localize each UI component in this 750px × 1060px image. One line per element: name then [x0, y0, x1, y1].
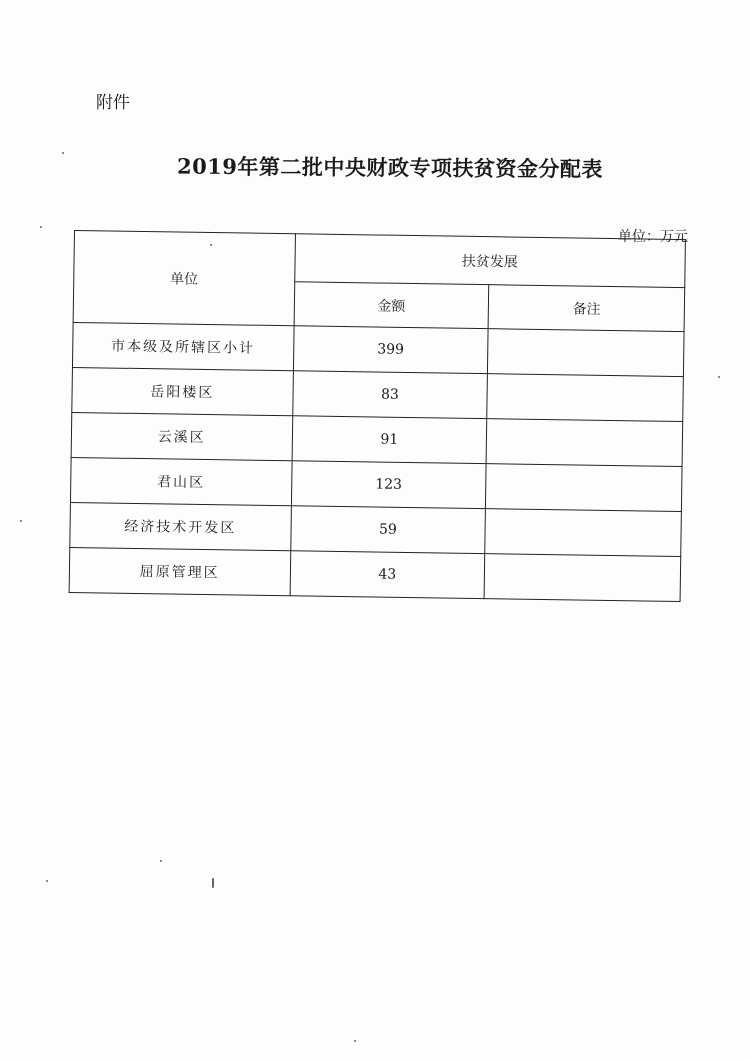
scan-speck: [160, 860, 162, 862]
document-title: 2019年第二批中央财政专项扶贫资金分配表: [176, 153, 604, 182]
row-amount: 123: [291, 461, 486, 509]
row-amount: 43: [290, 551, 485, 599]
row-amount: 399: [293, 326, 488, 374]
table-row: [69, 547, 681, 601]
header-amount: 金额: [294, 282, 489, 329]
row-amount: 91: [292, 416, 487, 464]
row-remarks: [485, 509, 681, 557]
row-amount: 59: [290, 506, 485, 554]
allocation-table: [69, 230, 686, 602]
row-unit-name: 市本级及所辖区小计: [72, 322, 293, 370]
scan-speck: [20, 520, 22, 522]
scan-speck: [212, 878, 214, 888]
row-unit-name: 云溪区: [71, 412, 292, 460]
row-unit-name: 君山区: [70, 457, 291, 505]
scan-speck: [354, 1040, 356, 1042]
scan-speck: [718, 376, 720, 378]
row-unit-name: 屈原管理区: [69, 547, 290, 595]
scan-speck: [62, 152, 64, 154]
row-remarks: [486, 419, 682, 467]
allocation-table-wrapper: [69, 230, 686, 602]
row-remarks: [488, 329, 684, 377]
header-unit: 单位: [73, 231, 295, 326]
row-unit-name: 经济技术开发区: [70, 502, 291, 550]
row-unit-name: 岳阳楼区: [72, 367, 293, 415]
scan-speck: [46, 880, 48, 882]
header-remarks: 备注: [488, 285, 684, 332]
scan-speck: [40, 226, 42, 228]
row-amount: 83: [292, 371, 487, 419]
row-remarks: [484, 554, 680, 602]
row-remarks: [487, 374, 683, 422]
row-remarks: [486, 464, 682, 512]
scan-speck: [210, 244, 212, 246]
header-poverty-development: 扶贫发展: [294, 234, 685, 288]
attachment-label: 附件: [96, 93, 130, 113]
unit-note: 单位：万元: [618, 229, 688, 245]
